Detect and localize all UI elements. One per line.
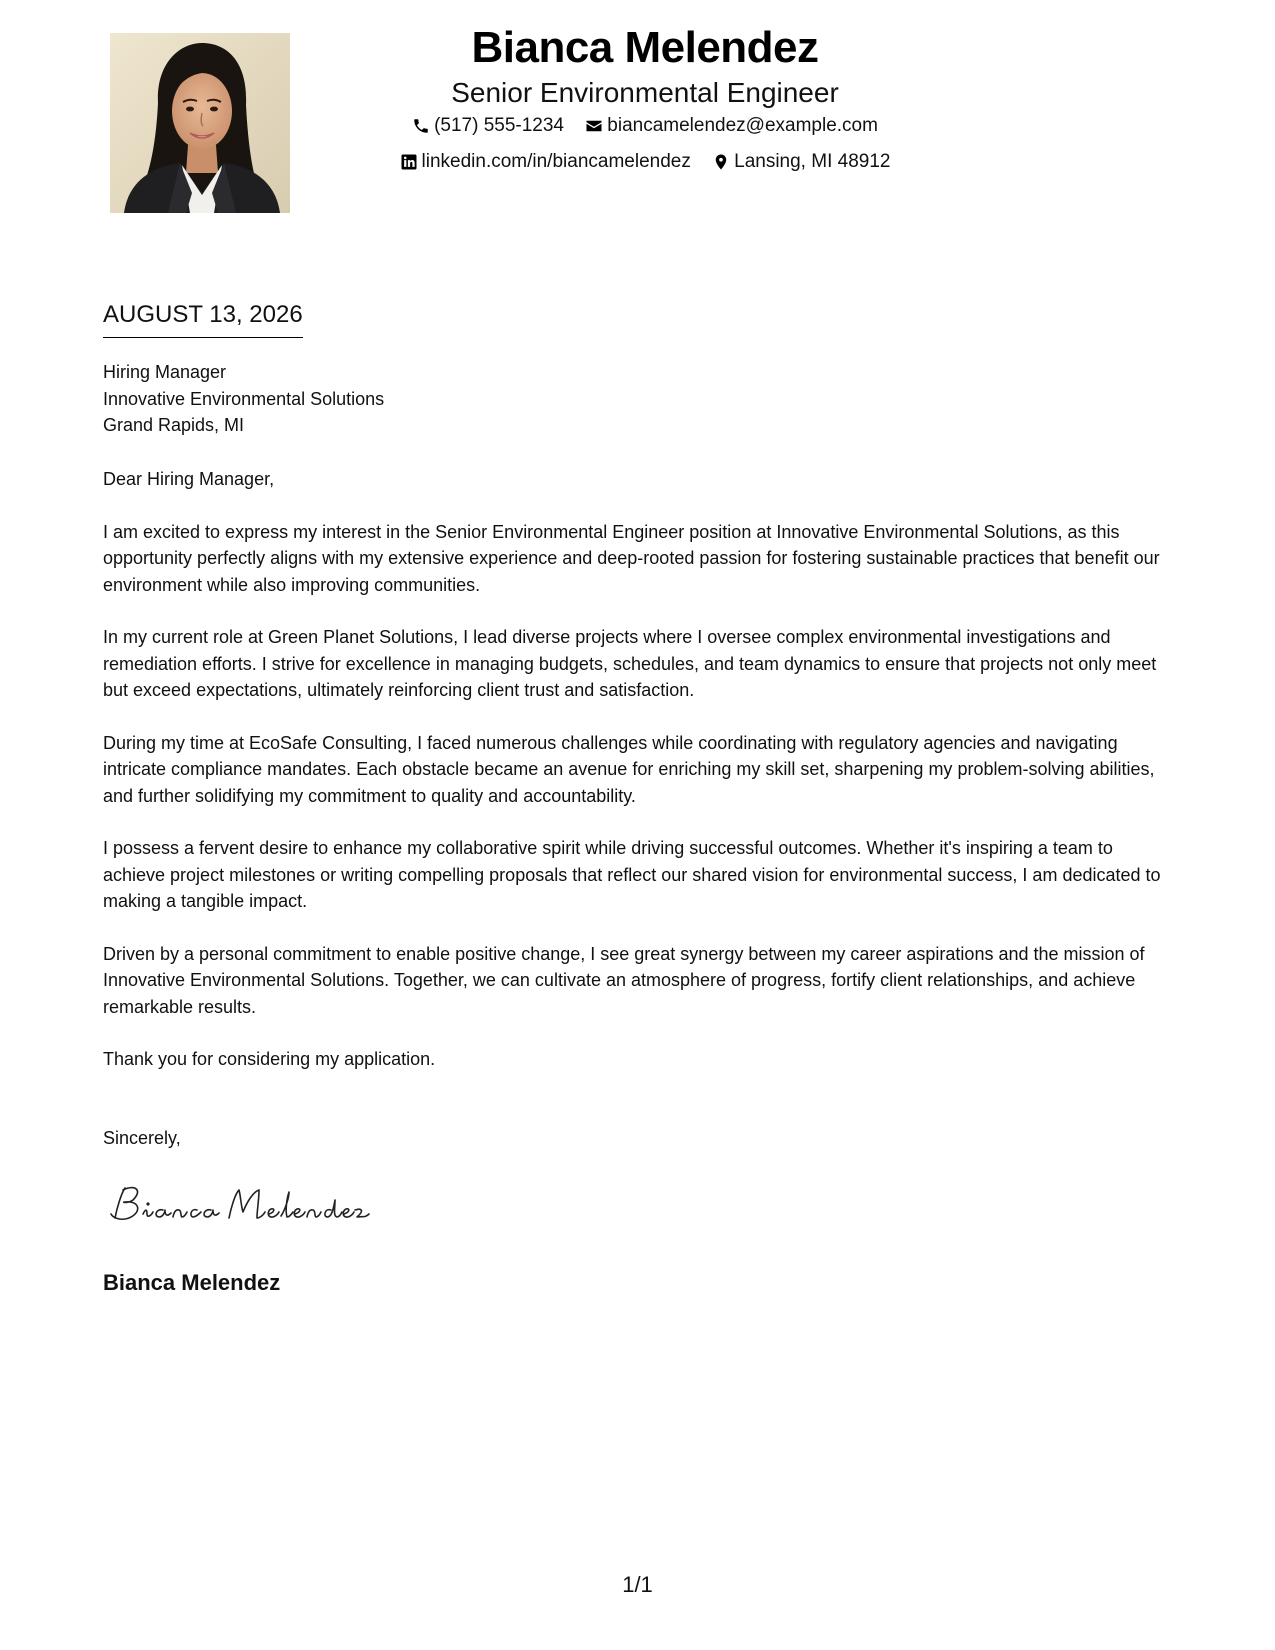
applicant-title: Senior Environmental Engineer [451,77,839,108]
applicant-name: Bianca Melendez [471,23,819,72]
contact-linkedin [400,146,691,178]
linkedin-url: linkedin.com/in/biancamelendez [421,151,691,172]
page-number: 1/1 [622,1572,653,1597]
contact-line-2 [300,146,990,182]
recipient-line: Innovative Environmental Solutions [103,388,385,409]
letter-date: AUGUST 13, 2026 [103,299,303,338]
contact-line-1 [300,110,990,146]
envelope-icon [585,117,603,135]
body-paragraph: I am excited to express my interest in the Senior Environmental Engineer position at Innovative Environmental Solutions, as this opportunity perfectly aligns with my extensive experience and deep-rooted passion for fostering sustainable practices that benefit our environment while also improving communities. [103,521,1160,595]
body-paragraph: During my time at EcoSafe Consulting, I faced numerous challenges while coordinating with regulatory agencies and navigating intricate compliance mandates. Each obstacle became an avenue for enriching my skill set, sharpening my problem-solving abilities, and further solidifying my commitment to quality and accountability. [103,732,1155,806]
profile-photo [110,33,290,213]
signer-name: Bianca Melendez [103,1270,281,1295]
body-paragraph: Driven by a personal commitment to enable positive change, I see great synergy between my career aspirations and the mission of Innovative Environmental Solutions. Together, we can cultivate an atmosphere of progress, fortify client relationships, and achieve remarkable results. [103,943,1145,1017]
map-pin-icon [712,153,730,171]
contact-email [585,110,878,142]
handwritten-signature [103,1180,373,1230]
letter-header [300,20,990,182]
letter-body [103,466,1173,1099]
contact-location [712,146,890,178]
location-text: Lansing, MI 48912 [734,151,891,172]
email-address: biancamelendez@example.com [607,115,878,136]
recipient-block [103,359,384,439]
salutation: Dear Hiring Manager, [103,469,275,489]
recipient-line: Hiring Manager [103,362,227,382]
body-paragraph: I possess a fervent desire to enhance my collaborative spirit while driving successful outcomes. Whether it's inspiring a team to achieve project milestones or writing compelling proposals that reflect our shared vision for environmental success, I am dedicated to making a tangible impact. [103,838,1161,911]
thanks-line: Thank you for considering my application. [103,1049,436,1069]
recipient-line: Grand Rapids, MI [103,415,245,435]
body-paragraph: In my current role at Green Planet Solutions, I lead diverse projects where I oversee complex environmental investigations and remediation efforts. I strive for excellence in managing budgets, schedules, and team dynamics to ensure that projects not only meet but exceed expectations, ultimately reinforcing client trust and satisfaction. [103,627,1157,700]
phone-number: (517) 555-1234 [434,115,564,136]
phone-icon [412,117,430,135]
linkedin-icon [400,153,418,171]
contact-phone [412,110,564,142]
closing: Sincerely, [103,1128,181,1148]
